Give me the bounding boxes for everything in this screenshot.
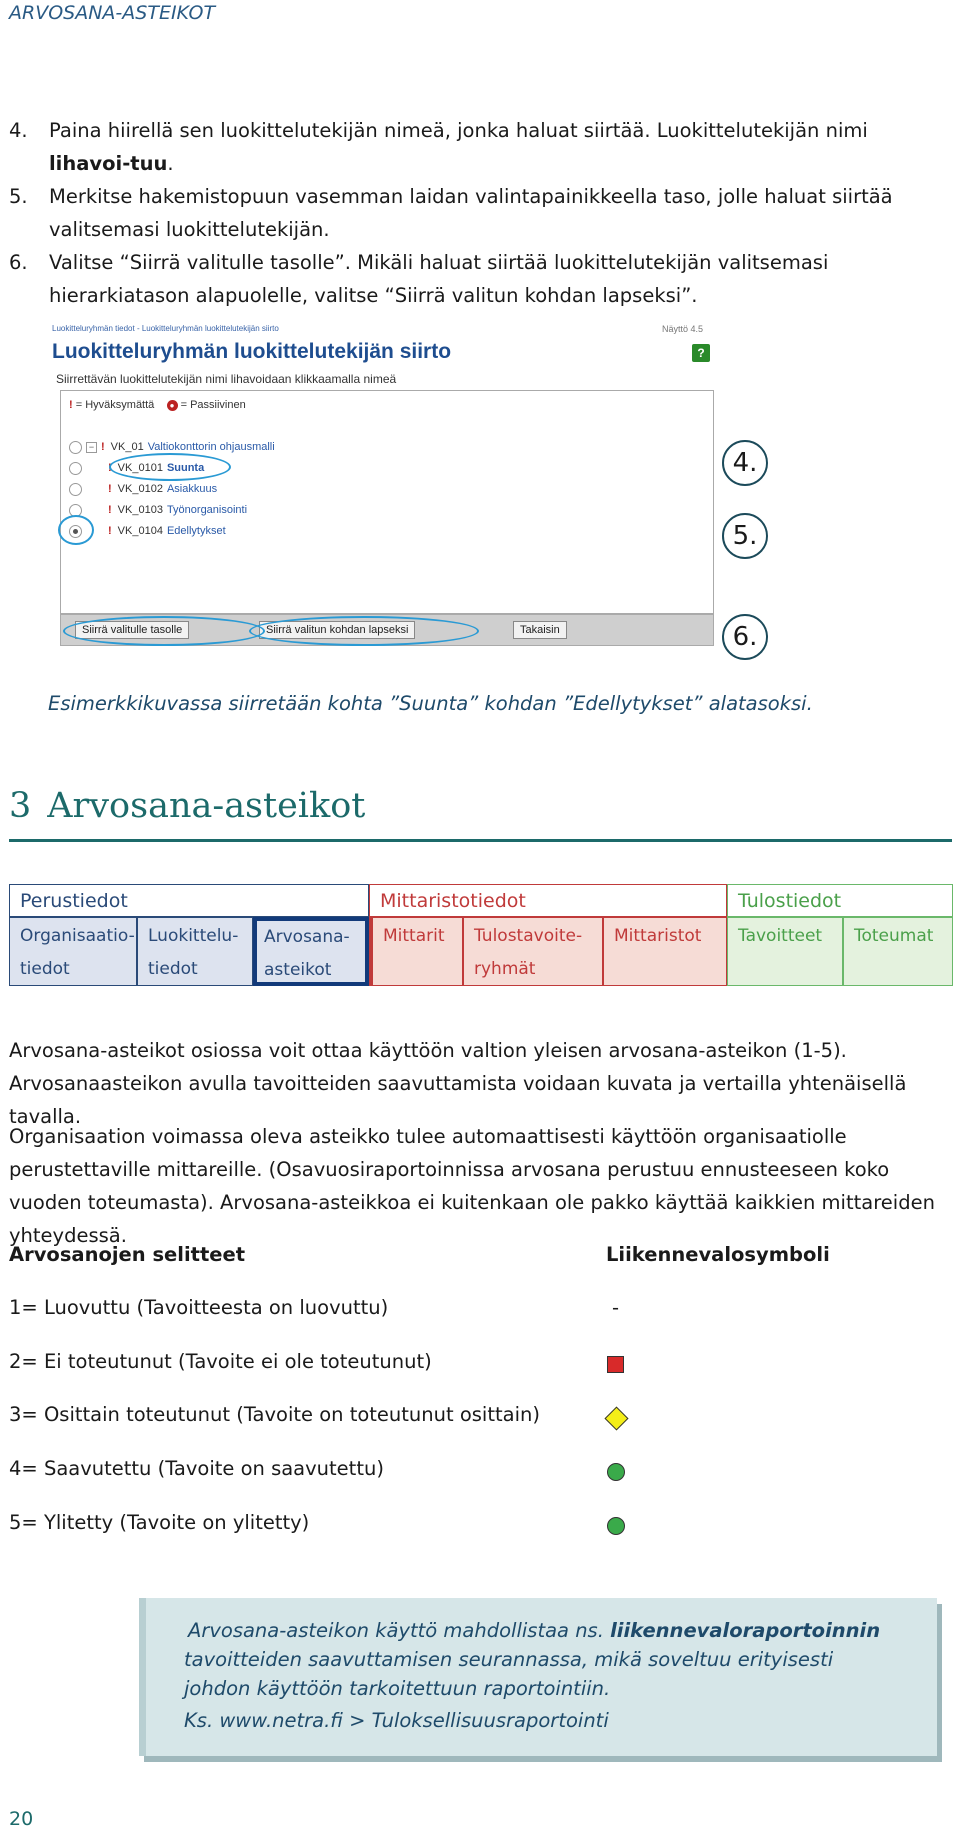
step-number: 6.	[9, 251, 28, 274]
no-symbol-dash: -	[612, 1296, 620, 1319]
step-6	[9, 246, 944, 312]
highlight-oval	[249, 616, 479, 646]
tree-name-link[interactable]: Suunta	[166, 462, 205, 474]
grade-3: 3= Osittain toteutunut (Tavoite on toteutunut osittain)	[9, 1403, 540, 1426]
paragraph-intro: Arvosana-asteikot osiossa voit ottaa käyttöön valtion yleisen arvosana-asteikon (1-5). Arvosanaasteikon avulla tavoitteiden saavuttamista voidaan kuvata ja vertailla yhtenäisellä tavalla.	[9, 1039, 907, 1128]
highlight-oval	[63, 616, 265, 646]
cell-line: Mittarit	[383, 926, 445, 946]
level-radio[interactable]	[69, 483, 82, 496]
section-title: Arvosana-asteikot	[47, 786, 366, 826]
tree-panel	[60, 390, 714, 614]
section-number: 3	[9, 786, 32, 826]
section-rule	[9, 839, 952, 842]
tip-link[interactable]: Ks. www.netra.fi > Tuloksellisuusraportointi	[184, 1709, 609, 1732]
tree-name-link[interactable]: Edellytykset	[166, 525, 226, 537]
shot-breadcrumb[interactable]: Luokitteluryhmän tiedot - Luokitteluryhmän luokittelutekijän siirto	[52, 324, 279, 333]
step-number: 5.	[9, 185, 28, 208]
group-mittaristotiedot: Mittaristotiedot	[369, 884, 727, 917]
grade-5: 5= Ylitetty (Tavoite on ylitetty)	[9, 1511, 310, 1534]
shot-instruction: Siirrettävän luokittelutekijän nimi lihavoidaan klikkaamalla nimeä	[56, 372, 397, 386]
page-number: 20	[9, 1808, 34, 1830]
step-text-plain: Paina hiirellä sen luokittelutekijän nimeä, jonka haluat siirtää. Luokittelutekijän nimi	[49, 119, 868, 142]
grade-2: 2= Ei toteutunut (Tavoite ei ole toteutunut)	[9, 1350, 432, 1373]
cell-mittaristot	[603, 917, 727, 986]
cell-tulostavoiteryhmat	[463, 917, 603, 986]
collapse-icon[interactable]: −	[86, 442, 97, 453]
running-header: ARVOSANA-ASTEIKOT	[9, 2, 216, 24]
highlight-oval	[109, 453, 231, 481]
step-text-after: .	[167, 152, 174, 175]
tip-bold: liikennevaloraportoinnin	[610, 1619, 881, 1642]
tree-row	[69, 500, 247, 520]
traffic-light-heading: Liikennevalosymboli	[606, 1243, 830, 1266]
tree-legend	[69, 399, 246, 411]
callout-5: 5.	[722, 513, 768, 559]
unapproved-icon: !	[108, 462, 112, 474]
cell-line: tiedot	[148, 959, 198, 979]
cell-line: Arvosana-	[264, 927, 350, 947]
tree-name-link[interactable]: Asiakkuus	[166, 483, 218, 495]
step-text: Valitse “Siirrä valitulle tasolle”. Mikäli haluat siirtää luokittelutekijän valitsemasi hierarkiatason alapuolelle, valitse “Siirrä valitun kohdan lapseksi”.	[49, 251, 829, 307]
passive-icon: ●	[167, 400, 178, 411]
cell-tavoitteet	[727, 917, 843, 986]
cell-toteumat	[843, 917, 953, 986]
callout-6: 6.	[722, 614, 768, 660]
step-text	[49, 114, 944, 180]
step-text-bold: lihavoi-tuu	[49, 152, 168, 175]
unapproved-icon: !	[108, 525, 112, 537]
cell-line: Luokittelu-	[148, 926, 239, 946]
tree-row	[69, 479, 217, 499]
help-icon[interactable]: ?	[692, 344, 710, 362]
group-perustiedot: Perustiedot	[9, 884, 369, 917]
step-number: 4.	[9, 119, 28, 142]
tree-code: VK_0104	[117, 525, 163, 537]
cell-luokittelutiedot	[137, 917, 253, 986]
process-table	[9, 884, 953, 986]
tip-line-1	[184, 1616, 937, 1645]
tree-name-link[interactable]: Työnorganisointi	[166, 504, 248, 516]
cell-line: Organisaatio-	[20, 926, 135, 946]
red-square-icon	[607, 1356, 624, 1373]
cell-line: ryhmät	[474, 959, 536, 979]
cell-line: Toteumat	[854, 926, 934, 946]
shot-step-label: Näyttö 4.5	[662, 324, 704, 334]
tree-code: VK_0102	[117, 483, 163, 495]
unapproved-icon: !	[101, 441, 105, 453]
unapproved-icon: !	[69, 399, 73, 411]
tree-code: VK_0101	[117, 462, 163, 474]
legend-unapproved-label: = Hyväksymättä	[75, 399, 155, 411]
cell-line: asteikot	[264, 960, 332, 980]
level-radio[interactable]	[69, 441, 82, 454]
green-circle-icon	[607, 1463, 625, 1481]
cell-organisaatiotiedot	[9, 917, 137, 986]
cell-line: tiedot	[20, 959, 70, 979]
tree-code: VK_0103	[117, 504, 163, 516]
level-radio[interactable]	[69, 462, 82, 475]
grade-4: 4= Saavutettu (Tavoite on saavutettu)	[9, 1457, 384, 1480]
tip-pre: Arvosana-asteikon käyttö mahdollistaa ns.	[188, 1619, 611, 1642]
tip-box	[139, 1598, 937, 1756]
tip-body: tavoitteiden saavuttamisen seurannassa, mikä soveltuu erityisesti johdon käyttöön tarkoitettuun raportointiin.	[184, 1648, 834, 1700]
move-as-child-button[interactable]: Siirrä valitun kohdan lapseksi	[259, 621, 415, 639]
highlight-oval	[58, 515, 94, 545]
paragraph-details: Organisaation voimassa oleva asteikko tulee automaattisesti käyttöön organisaatiolle perustettaville mittareille. (Osavuosiraportoinnissa arvosana perustuu ennusteeseen koko vuoden toteumasta). Arvosana-asteikkoa ei kuitenkaan ole pakko käyttää kaikkien mittareiden yhteydessä.	[9, 1125, 935, 1247]
step-4	[9, 114, 944, 180]
back-button[interactable]: Takaisin	[513, 621, 567, 639]
yellow-diamond-icon	[604, 1406, 628, 1430]
step-text: Merkitse hakemistopuun vasemman laidan valintapainikkeella taso, jolle haluat siirtää valitsemasi luokittelutekijän.	[49, 185, 893, 241]
green-circle-icon	[607, 1517, 625, 1535]
tree-code: VK_01	[110, 441, 144, 453]
unapproved-icon: !	[108, 483, 112, 495]
callout-4: 4.	[722, 440, 768, 486]
grades-heading: Arvosanojen selitteet	[9, 1243, 246, 1266]
tree-name-link[interactable]: Valtiokonttorin ohjausmalli	[147, 441, 275, 453]
grade-1: 1= Luovuttu (Tavoitteesta on luovuttu)	[9, 1296, 389, 1319]
shot-button-bar	[60, 614, 714, 646]
group-tulostiedot: Tulostiedot	[727, 884, 953, 917]
cell-mittarit	[369, 917, 463, 986]
move-to-level-button[interactable]: Siirrä valitulle tasolle	[75, 621, 189, 639]
legend-passive-label: = Passiivinen	[180, 399, 246, 411]
shot-title: Luokitteluryhmän luokittelutekijän siirto	[52, 340, 452, 363]
figure-caption: Esimerkkikuvassa siirretään kohta ”Suunta” kohdan ”Edellytykset” alatasoksi.	[48, 692, 813, 715]
cell-line: Mittaristot	[614, 926, 702, 946]
section-heading	[9, 786, 365, 826]
cell-line: Tulostavoite-	[474, 926, 583, 946]
unapproved-icon: !	[108, 504, 112, 516]
steps-list	[9, 114, 944, 312]
cell-arvosana-asteikot-active	[253, 917, 369, 986]
cell-line: Tavoitteet	[738, 926, 823, 946]
step-5	[9, 180, 944, 246]
